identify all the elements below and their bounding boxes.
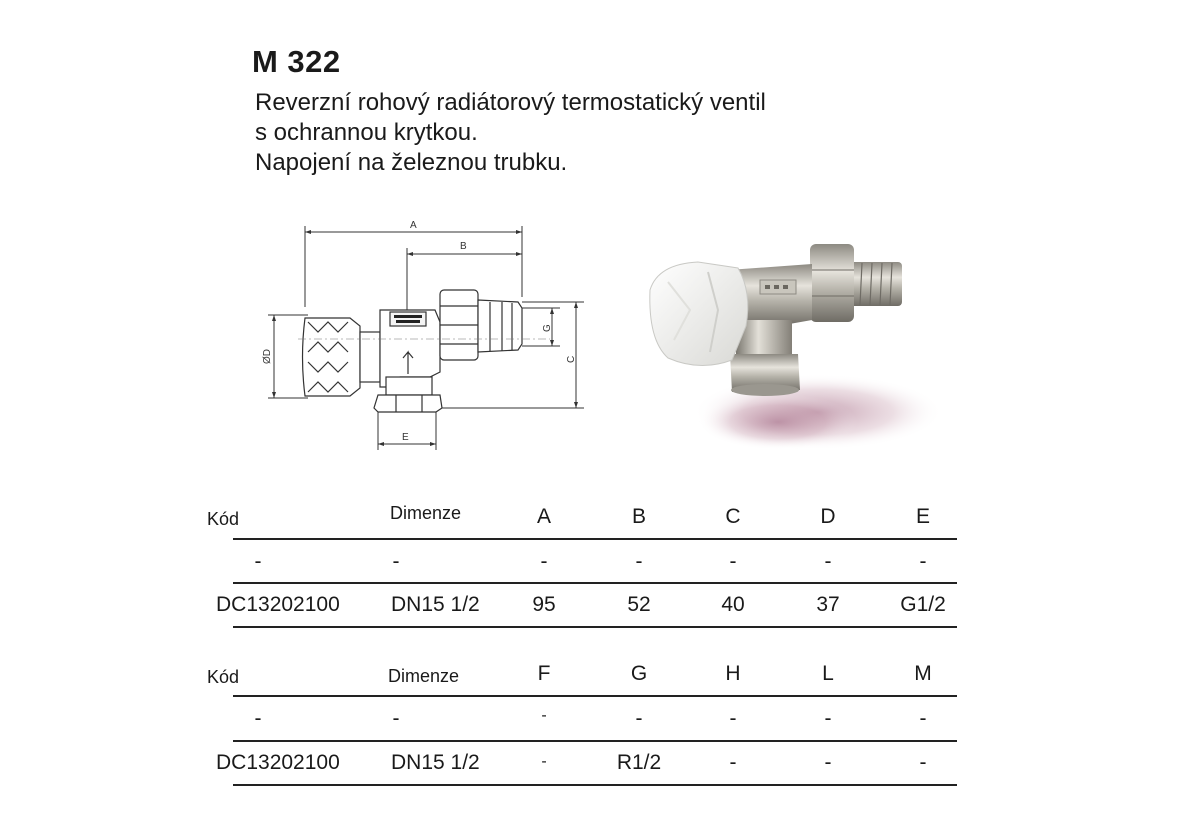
description-line-1: Reverzní rohový radiátorový termostatický ventil — [255, 89, 766, 116]
dim-label-a: A — [410, 220, 417, 231]
table1-cell: - — [824, 550, 832, 573]
table1-cell: - — [392, 550, 400, 573]
table1-cell: - — [919, 550, 927, 573]
table2-cell: - — [392, 707, 400, 730]
table2-cell: - — [541, 707, 547, 724]
dim-label-b: B — [460, 241, 467, 252]
table2-cell: - — [729, 707, 737, 730]
table1-cell: - — [635, 550, 643, 573]
table1-cell: DC13202100 — [216, 593, 340, 616]
dim-label-e: E — [402, 432, 409, 443]
table2-header-dimenze: Dimenze — [388, 666, 460, 686]
dim-label-d: ØD — [262, 349, 273, 364]
table1-cell: 95 — [532, 593, 556, 616]
table2-cell: - — [729, 751, 737, 774]
dim-label-g: G — [542, 324, 553, 332]
table2-cell: DN15 1/2 — [391, 751, 480, 774]
table2-header-m: M — [914, 662, 932, 685]
table2-header-h: H — [725, 662, 741, 685]
table1-header-a: A — [536, 505, 552, 528]
table2-cell: DC13202100 — [216, 751, 340, 774]
table1-cell: - — [540, 550, 548, 573]
table1-header-c: C — [725, 505, 741, 528]
product-title: M 322 — [252, 44, 341, 79]
table2-cell: R1/2 — [616, 751, 662, 774]
table1-cell: G1/2 — [900, 593, 946, 616]
table2-header-g: G — [630, 662, 648, 685]
description-line-2: s ochrannou krytkou. — [255, 119, 478, 146]
table1-cell: 52 — [627, 593, 651, 616]
table2-rule-3 — [233, 784, 957, 786]
table2-cell: - — [919, 707, 927, 730]
table1-cell: - — [254, 550, 262, 573]
table2-rule-1 — [233, 695, 957, 697]
table2-cell: - — [635, 707, 643, 730]
table2-cell: - — [254, 707, 262, 730]
table2-cell: - — [541, 753, 547, 770]
table2-rule-2 — [233, 740, 957, 742]
dim-label-c: C — [566, 355, 577, 363]
table1-header-d: D — [820, 505, 836, 528]
table2-header-l: L — [822, 662, 834, 685]
table1-cell: - — [729, 550, 737, 573]
table2-cell: - — [824, 751, 832, 774]
table1-header-dimenze: Dimenze — [390, 503, 462, 523]
table1-header-kod: Kód — [207, 509, 240, 529]
table2-header-f: F — [537, 662, 551, 685]
table1-cell: 40 — [721, 593, 745, 616]
table1-header-b: B — [631, 505, 647, 528]
table1-cell: 37 — [816, 593, 840, 616]
table2-header-kod: Kód — [207, 667, 240, 687]
table1-header-e: E — [915, 505, 931, 528]
table2-cell: - — [919, 751, 927, 774]
table1-cell: DN15 1/2 — [391, 593, 480, 616]
table2-cell: - — [824, 707, 832, 730]
description-line-3: Napojení na železnou trubku. — [255, 149, 568, 176]
